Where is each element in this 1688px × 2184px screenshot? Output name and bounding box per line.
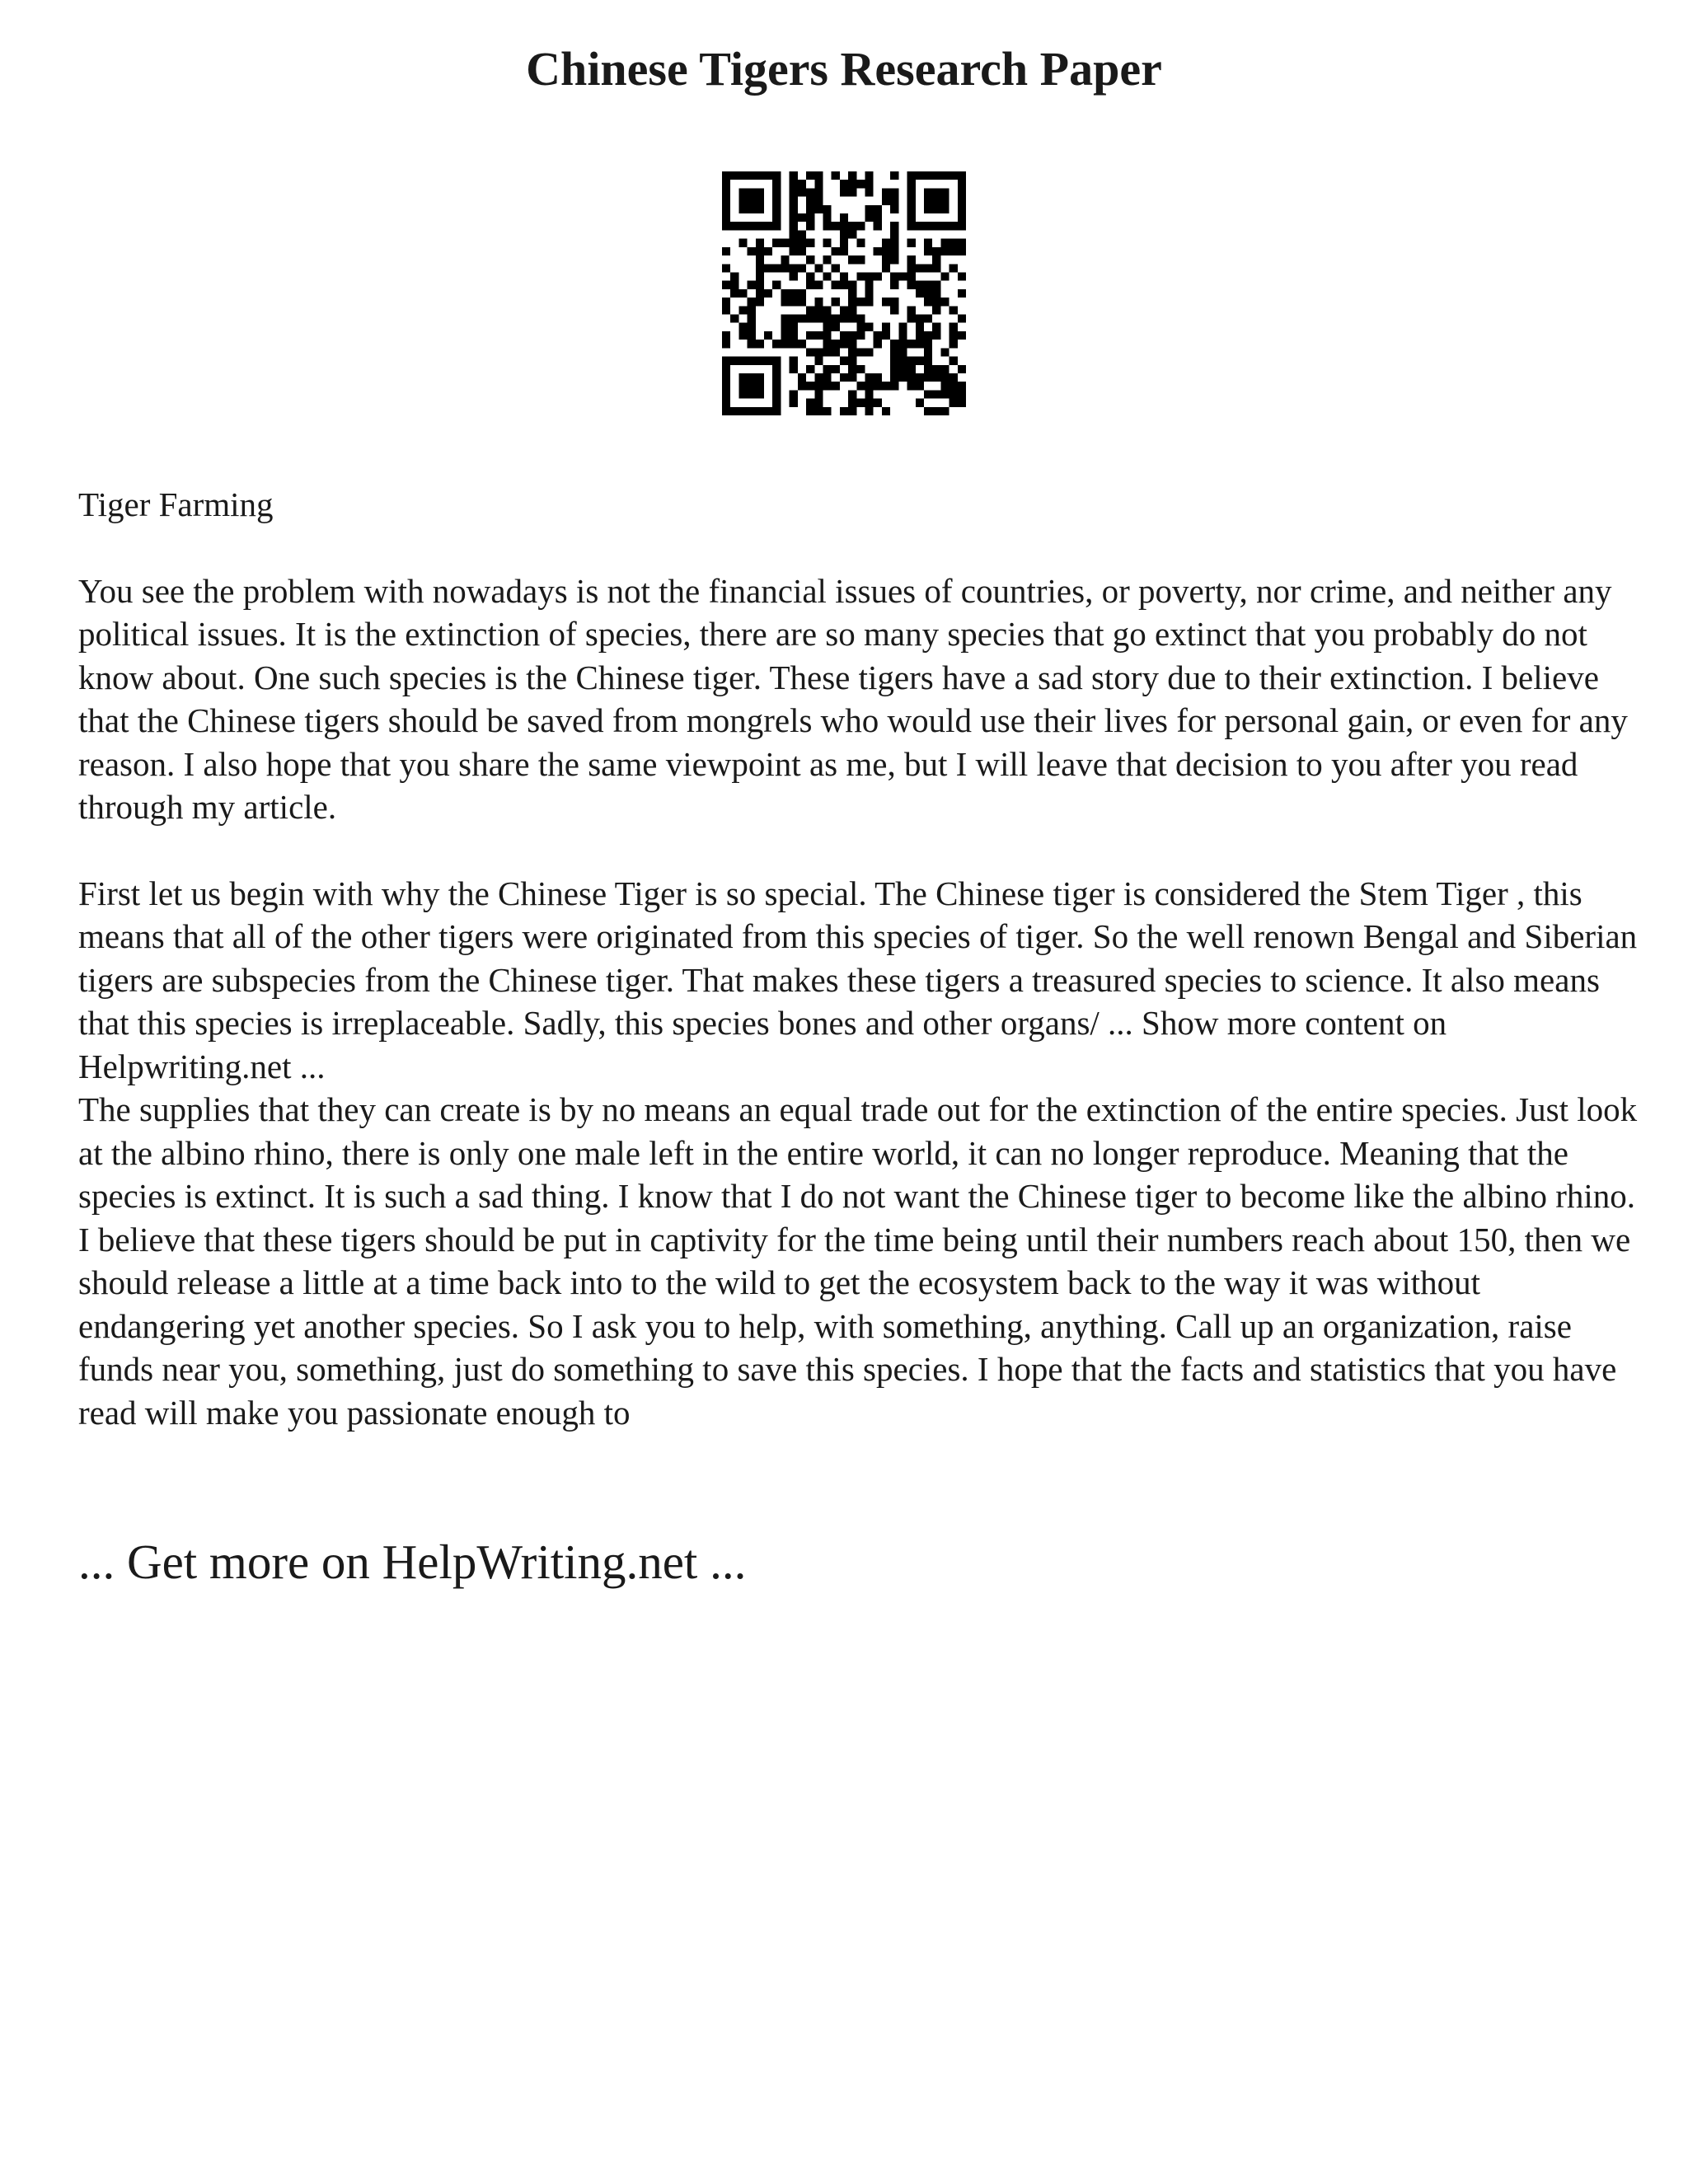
paragraph-conclusion: The supplies that they can create is by no means an equal trade out for the extinction of the entire species. Just look at the albino rhino, there is only one male left in the entire world, it can no longer reproduce. Meaning that the species is extinct. It is such a sad thing. I know that I do not want the Chinese tiger to become like the albino rhino. I believe that these tigers should be put in captivity for the time being until their numbers reach about 150, then we should release a little at a time back into to the wild to get the ecosystem back to the way it was without endangering yet another species. So I ask you to help, with something, anything. Call up an organization, raise funds near you, something, just do something to save this species. I hope that the facts and statistics that you have read will make you passionate enough to — [78, 1090, 1638, 1432]
qr-code-icon — [722, 171, 966, 415]
get-more-link[interactable]: ... Get more on HelpWriting.net ... — [78, 1535, 747, 1589]
paragraph-intro: You see the problem with nowadays is not the financial issues of countries, or poverty, nor crime, and neither any political issues. It is the extinction of species, there are so many species that go extinct that you probably do not know about. One such species is the Chinese tiger. These tigers have a sad story due to their extinction. I believe that the Chinese tigers should be saved from mongrels who would use their lives for personal gain, or even for any reason. I also hope that you share the same viewpoint as me, but I will leave that decision to you after you read through my article. — [78, 571, 1628, 826]
document-title: Chinese Tigers Research Paper — [526, 42, 1162, 96]
document-body — [78, 483, 1644, 1434]
section-heading: Tiger Farming — [78, 485, 274, 523]
paragraph-stem-tiger: First let us begin with why the Chinese Tiger is so special. The Chinese tiger is considered the Stem Tiger , this means that all of the other tigers were originated from this species of tiger. So the well renown Bengal and Siberian tigers are subspecies from the Chinese tiger. That makes these tigers a treasured species to science. It also means that this species is irreplaceable. Sadly, this species bones and other organs/ ... Show more content on Helpwriting.net ... — [78, 874, 1638, 1085]
